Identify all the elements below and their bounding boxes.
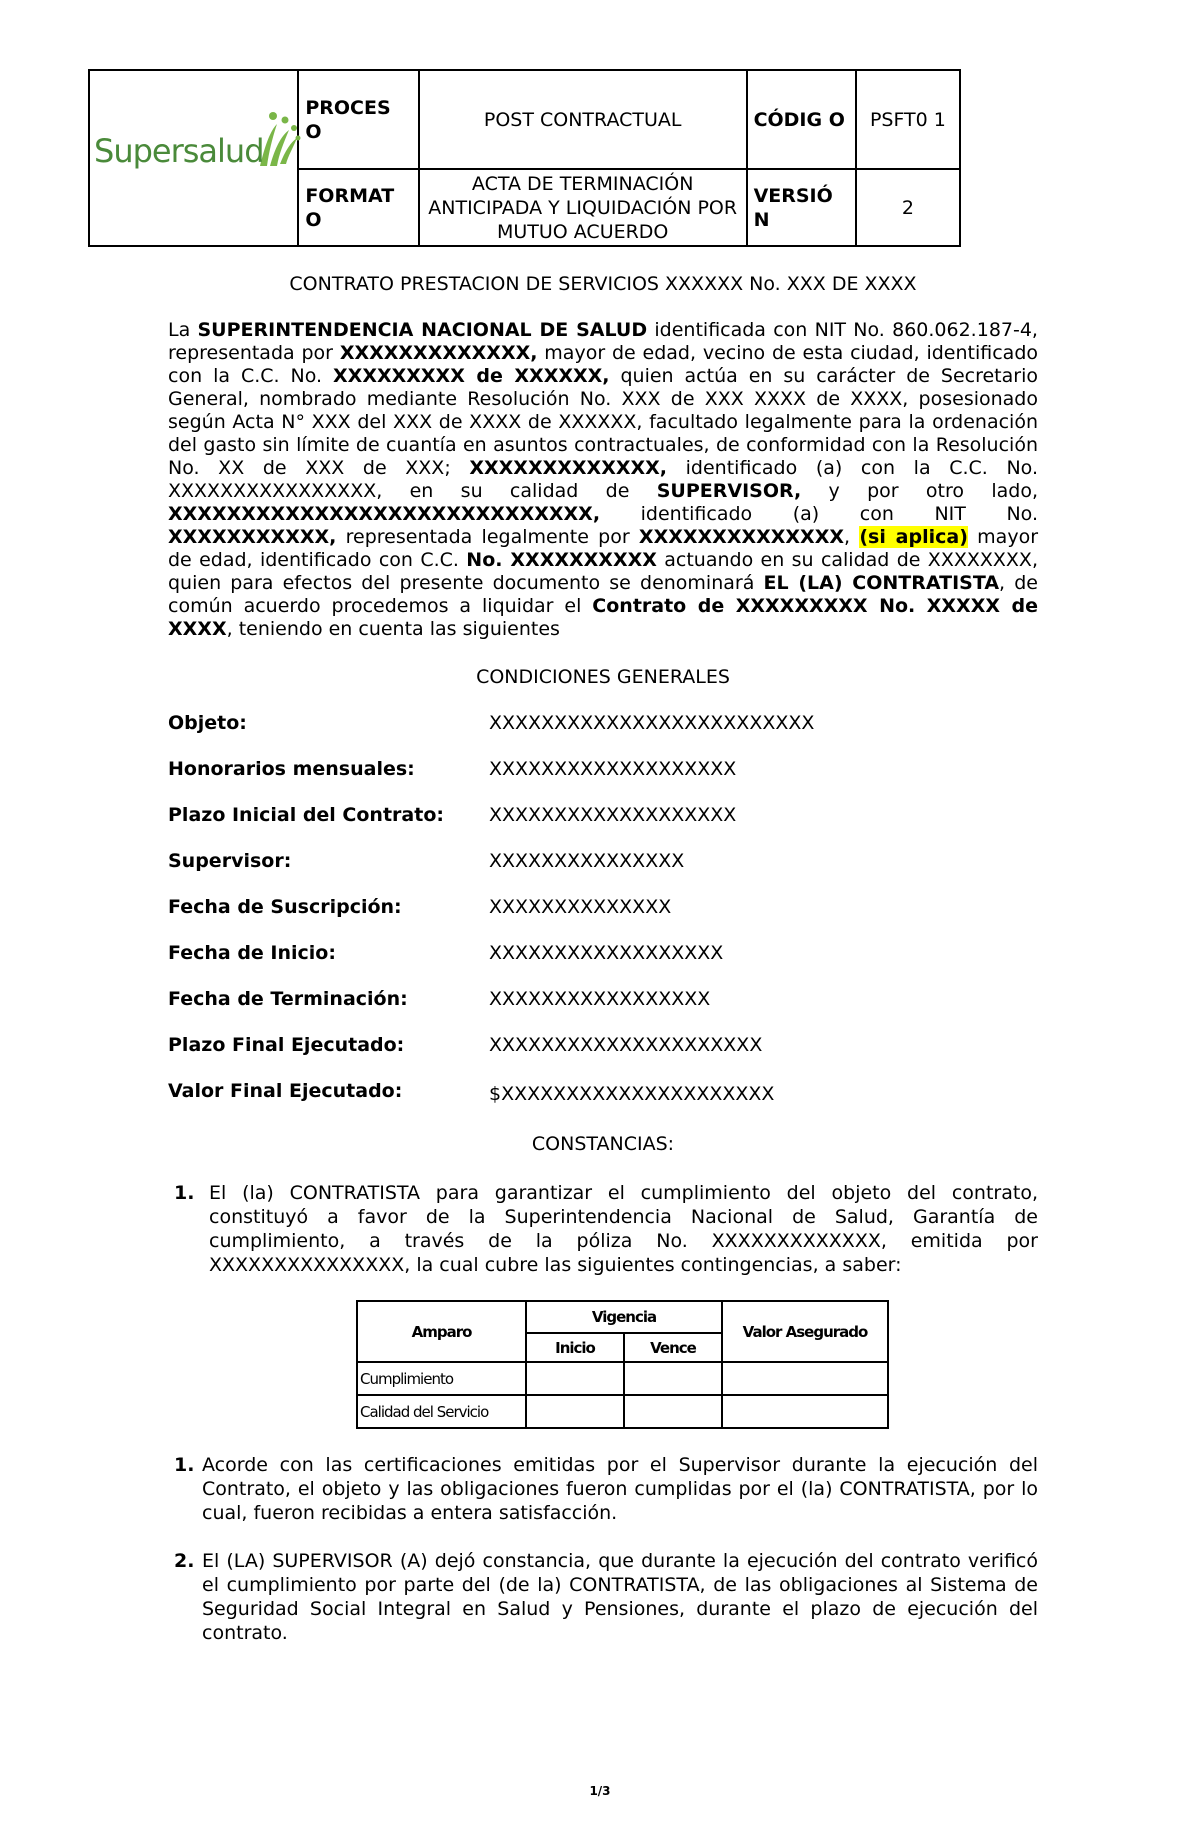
condition-label: Plazo Inicial del Contrato:: [168, 804, 444, 826]
condition-row: [168, 804, 1038, 830]
condition-row: [168, 758, 1038, 784]
logo-cell: [89, 70, 298, 246]
document-header-table: [88, 69, 961, 247]
intro-paragraph: [168, 319, 1038, 641]
constancias-title: CONSTANCIAS:: [531, 1133, 675, 1155]
condition-row: [168, 896, 1038, 922]
vence-header: Vence: [624, 1333, 722, 1362]
intro-text: La: [168, 319, 198, 341]
intro-text: y por otro lado,: [801, 480, 1038, 502]
intro-bold: XXXXXXXXXXXXXXXXXXXXXXXXXXXXX,: [168, 503, 601, 525]
condition-row: [168, 850, 1038, 876]
condition-value: XXXXXXXXXXXXXXXXXXXXXXXXX: [489, 712, 815, 734]
intro-bold: XXXXXXXXX de XXXXXX,: [333, 365, 610, 387]
intro-text: identificado (a) con NIT No.: [600, 503, 1038, 525]
condition-row: [168, 1034, 1038, 1060]
item-text: El (LA) SUPERVISOR (A) dejó constancia, que durante la ejecución del contrato verificó el cumplimiento por parte del (de la) CONTRATISTA, de las obligaciones al Sistema de Seguridad Social Integral en Salud y Pensiones, durante el plazo de ejecución del contrato.: [202, 1550, 1038, 1644]
condition-value: XXXXXXXXXXXXXXXXXX: [489, 942, 724, 964]
empty-cell: [624, 1362, 722, 1395]
intro-text: identificado (a) con la C.C. No. XXXXXXXXXXXXXXXX, en su calidad de: [168, 457, 1038, 502]
amparo-cell: Calidad del Servicio: [357, 1395, 526, 1428]
condition-row: [168, 1080, 1038, 1106]
empty-cell: [526, 1362, 624, 1395]
intro-text: actuando en su calidad de XXXXXXXX, quien para efectos del presente documento se denominará: [168, 549, 1038, 594]
condition-row: [168, 988, 1038, 1014]
condition-label: Objeto:: [168, 712, 247, 734]
codigo-value: PSFT0 1: [856, 70, 960, 169]
condition-row: [168, 712, 1038, 738]
intro-bold: XXXXXXXXXXXXX,: [469, 457, 668, 479]
item-text: El (la) CONTRATISTA para garantizar el cumplimiento del objeto del contrato, constituyó a favor de la Superintendencia Nacional de Salud, Garantía de cumplimiento, a través de la póliza No. XXXXXXXXXXXXX, emitida por XXXXXXXXXXXXXXX, la cual cubre las siguientes contingencias, a saber:: [209, 1182, 1038, 1276]
empty-cell: [624, 1395, 722, 1428]
constancia-item: [168, 1549, 1038, 1649]
item-number: 2.: [174, 1550, 195, 1572]
intro-text: , teniendo en cuenta las siguientes: [226, 618, 560, 640]
empty-cell: [526, 1395, 624, 1428]
intro-text: mayor de edad, vecino de esta ciudad, identificado con la C.C. No.: [168, 342, 1039, 387]
condition-label: Fecha de Inicio:: [168, 942, 336, 964]
valor-asegurado-header: Valor Asegurado: [722, 1301, 888, 1362]
condition-label: Fecha de Terminación:: [168, 988, 408, 1010]
intro-text: identificada con NIT No. 860.062.187-4, representada por: [168, 319, 1038, 364]
item-text: Acorde con las certificaciones emitidas por el Supervisor durante la ejecución del Contrato, el objeto y las obligaciones fueron cumplidas por el (la) CONTRATISTA, por lo cual, fueron recibidas a entera satisfacción.: [202, 1454, 1038, 1524]
condition-value: $XXXXXXXXXXXXXXXXXXXXX: [489, 1083, 775, 1105]
item-number: 1.: [174, 1454, 195, 1476]
intro-bold: EL (LA) CONTRATISTA: [763, 572, 1000, 594]
vigencia-header: Vigencia: [526, 1301, 722, 1333]
condition-label: Plazo Final Ejecutado:: [168, 1034, 405, 1056]
empty-cell: [722, 1395, 888, 1428]
intro-bold: XXXXXXXXXXXXXX: [638, 526, 845, 548]
constancia-item: [168, 1453, 1038, 1528]
constancia-item: [168, 1181, 1038, 1281]
intro-bold: XXXXXXXXXXX,: [168, 526, 337, 548]
intro-bold: SUPERVISOR,: [656, 480, 802, 502]
conditions-title: CONDICIONES GENERALES: [476, 666, 730, 688]
amparo-header: Amparo: [357, 1301, 526, 1362]
contract-title: CONTRATO PRESTACION DE SERVICIOS XXXXXX No. XXX DE XXXX: [289, 273, 917, 295]
formato-label: FORMAT O: [298, 169, 418, 246]
intro-bold: No. XXXXXXXXXX: [466, 549, 657, 571]
empty-cell: [722, 1362, 888, 1395]
highlighted-note: (si aplica): [859, 526, 968, 548]
amparo-table: [356, 1300, 889, 1429]
version-label: VERSIÓ N: [747, 169, 856, 246]
intro-bold: SUPERINTENDENCIA NACIONAL DE SALUD: [197, 319, 648, 341]
condition-value: XXXXXXXXXXXXXXXXXXXXX: [489, 1034, 763, 1056]
condition-label: Honorarios mensuales:: [168, 758, 415, 780]
intro-text: ,: [844, 526, 860, 548]
proceso-value: POST CONTRACTUAL: [419, 70, 747, 169]
intro-bold: XXXXXXXXXXXXX,: [339, 342, 538, 364]
codigo-label: CÓDIG O: [747, 70, 856, 169]
page-number: 1/3: [589, 1784, 611, 1798]
condition-value: XXXXXXXXXXXXXX: [489, 896, 672, 918]
intro-text: , de común acuerdo procedemos a liquidar el: [168, 572, 1038, 617]
condition-label: Valor Final Ejecutado:: [168, 1080, 403, 1102]
logo-text: Supersalud: [94, 132, 264, 170]
proceso-label: PROCES O: [298, 70, 418, 169]
condition-label: Supervisor:: [168, 850, 292, 872]
intro-bold: Contrato de XXXXXXXXX No. XXXXX de XXXX: [168, 595, 1038, 640]
condition-value: XXXXXXXXXXXXXXX: [489, 850, 685, 872]
condition-value: XXXXXXXXXXXXXXXXXXX: [489, 758, 737, 780]
inicio-header: Inicio: [526, 1333, 624, 1362]
amparo-cell: Cumplimiento: [357, 1362, 526, 1395]
intro-text: quien actúa en su carácter de Secretario General, nombrado mediante Resolución No. XXX de XXX XXXX de XXXX, posesionado según Acta N° XXX del XXX de XXXX de XXXXXX, facultado legalmente para la ordenación del gasto sin límite de cuantía en asuntos contractuales, de conformidad con la Resolución No. XX de XXX de XXX;: [168, 365, 1038, 479]
intro-text: representada legalmente por: [336, 526, 639, 548]
formato-value: ACTA DE TERMINACIÓN ANTICIPADA Y LIQUIDACIÓN POR MUTUO ACUERDO: [419, 169, 747, 246]
item-number: 1.: [174, 1182, 195, 1204]
version-value: 2: [856, 169, 960, 246]
condition-row: [168, 942, 1038, 968]
condition-value: XXXXXXXXXXXXXXXXXXX: [489, 804, 737, 826]
condition-label: Fecha de Suscripción:: [168, 896, 402, 918]
condition-value: XXXXXXXXXXXXXXXXX: [489, 988, 711, 1010]
intro-text: mayor de edad, identificado con C.C.: [168, 526, 1039, 571]
